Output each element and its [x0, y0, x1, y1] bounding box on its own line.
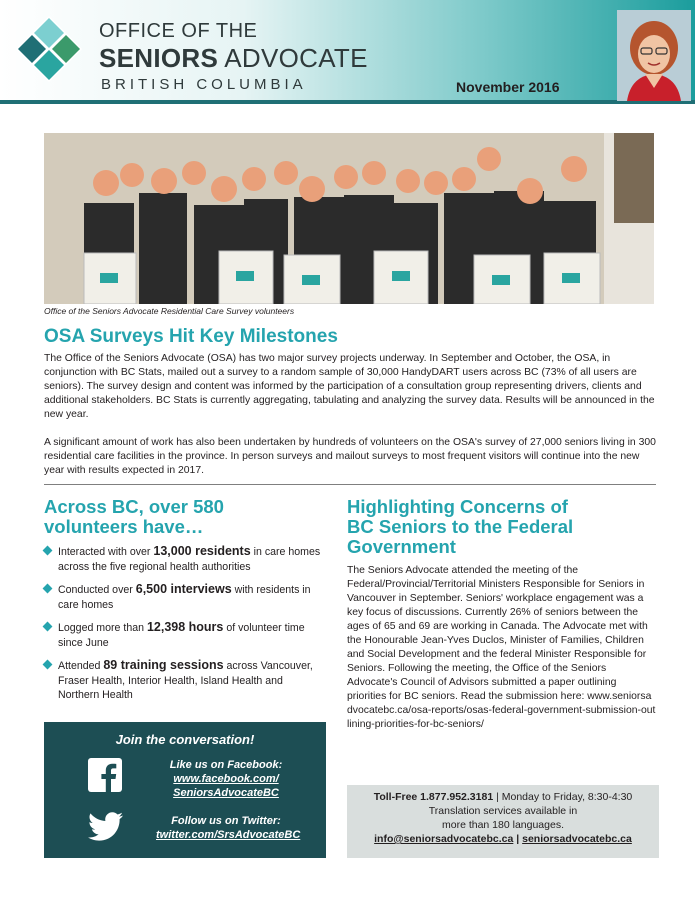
- org-name-line2: [99, 43, 368, 74]
- osa-paragraph-2: A significant amount of work has also been undertaken by hundreds of volunteers on the OSA's survey of 27,000 seniors living in 300 residential care facilities in the province. In person surveys and mailout surveys to most frequent visitors will continue into the new year with results expected in 2017.: [44, 437, 656, 476]
- translation-line-1: Translation services available in: [428, 805, 578, 817]
- submission-link[interactable]: www.seniorsadvocatebc.ca/osa-reports/osas-federal-government-submission-outlining-priorities-for-bc-seniors/: [347, 691, 656, 730]
- toll-free-number: Toll-Free 1.877.952.3181: [373, 791, 494, 803]
- volunteers-heading: Across BC, over 580 volunteers have…: [44, 496, 224, 537]
- federal-paragraph: [347, 564, 657, 732]
- translation-line-2: more than 180 languages.: [441, 819, 564, 831]
- list-item: [44, 544, 324, 574]
- contact-phone-line: [347, 790, 659, 804]
- org-name-line1: OFFICE OF THE: [99, 20, 258, 42]
- contact-links: [347, 832, 659, 846]
- item-text: across Vancouver, Fraser Health, Interior Health, Island Health and Northern Health: [58, 660, 313, 701]
- item-figure: 13,000 residents: [153, 544, 251, 558]
- item-text: Conducted over: [58, 584, 136, 596]
- item-text: in care homes across the five regional health authorities: [58, 546, 321, 573]
- masthead: [0, 0, 695, 104]
- website-link[interactable]: seniorsadvocatebc.ca: [522, 833, 632, 845]
- facebook-block: [156, 758, 296, 800]
- item-figure: 89 training sessions: [103, 658, 224, 672]
- facebook-label: Like us on Facebook:: [169, 759, 283, 771]
- item-text: Logged more than: [58, 622, 147, 634]
- item-figure: 12,398 hours: [146, 620, 224, 634]
- volunteers-group-photo: [44, 133, 654, 304]
- issue-date: November 2016: [456, 79, 560, 95]
- twitter-link[interactable]: twitter.com/SrsAdvocateBC: [156, 829, 301, 841]
- photo-caption: Office of the Seniors Advocate Residential Care Survey volunteers: [44, 306, 295, 316]
- org-name-line3: BRITISH COLUMBIA: [101, 76, 307, 93]
- list-item: [44, 658, 324, 703]
- federal-heading: Highlighting Concerns of BC Seniors to the Federal Government: [347, 496, 574, 557]
- osa-logo-icon: [14, 14, 84, 84]
- osa-paragraph-1: The Office of the Seniors Advocate (OSA) has two major survey projects underway. In September and October, the OSA, in conjunction with BC Stats, mailed out a survey to a random sample of 30,000 HandyDART users across BC (73% of all users are seniors). The survey design and content was informed by the participation of a consultation group representing drivers, clients and additional stakeholders. BC Stats is currently aggregating, tabulating and analyzing the survey data. Results will be announced in the new year.: [44, 353, 655, 420]
- twitter-block: [156, 814, 301, 842]
- item-text: of volunteer time since June: [58, 622, 305, 649]
- link-separator: |: [513, 833, 523, 845]
- twitter-icon[interactable]: [88, 812, 124, 842]
- facebook-link[interactable]: www.facebook.com/: [173, 773, 279, 785]
- join-conversation-heading: Join the conversation!: [115, 732, 255, 747]
- email-link[interactable]: info@seniorsadvocatebc.ca: [374, 833, 514, 845]
- bullet-diamond-icon: [43, 546, 53, 556]
- facebook-link[interactable]: SeniorsAdvocateBC: [173, 787, 279, 799]
- section-divider: [44, 484, 656, 485]
- facebook-icon[interactable]: [88, 758, 122, 792]
- list-item: [44, 620, 324, 650]
- advocate-portrait: [617, 10, 691, 101]
- volunteer-achievements-list: [44, 544, 324, 711]
- bullet-diamond-icon: [43, 622, 53, 632]
- item-text: Attended: [58, 660, 104, 672]
- list-item: [44, 582, 324, 612]
- office-hours: | Monday to Friday, 8:30-4:30: [493, 791, 633, 803]
- osa-heading: OSA Surveys Hit Key Milestones: [44, 326, 338, 347]
- item-text: with residents in care homes: [58, 584, 311, 611]
- twitter-label: Follow us on Twitter:: [171, 815, 281, 827]
- bullet-diamond-icon: [43, 584, 53, 594]
- contact-box: [347, 785, 659, 858]
- org-name-seniors: SENIORS: [99, 43, 219, 73]
- social-media-box: [44, 722, 326, 858]
- org-name-advocate: ADVOCATE: [218, 43, 368, 73]
- bullet-diamond-icon: [43, 660, 53, 670]
- item-text: Interacted with over: [58, 546, 154, 558]
- item-figure: 6,500 interviews: [135, 582, 232, 596]
- federal-text: The Seniors Advocate attended the meeting of the Federal/Provincial/Territorial Ministers Responsible for Seniors in Vancouver in September. Seniors' workplace engagement was a key focus of discussions. Currently 26% of seniors between the ages of 65 and 69 are working in Canada. The Advocate met with the Honourable Jean-Yves Duclos, Minister of Families, Children and Social Development and the federal Minister Responsible for Seniors. Following the meeting, the Office of the Seniors Advocate's Council of Advisors submitted a paper outlining priorities for BC seniors. Read the submission here:: [347, 565, 648, 702]
